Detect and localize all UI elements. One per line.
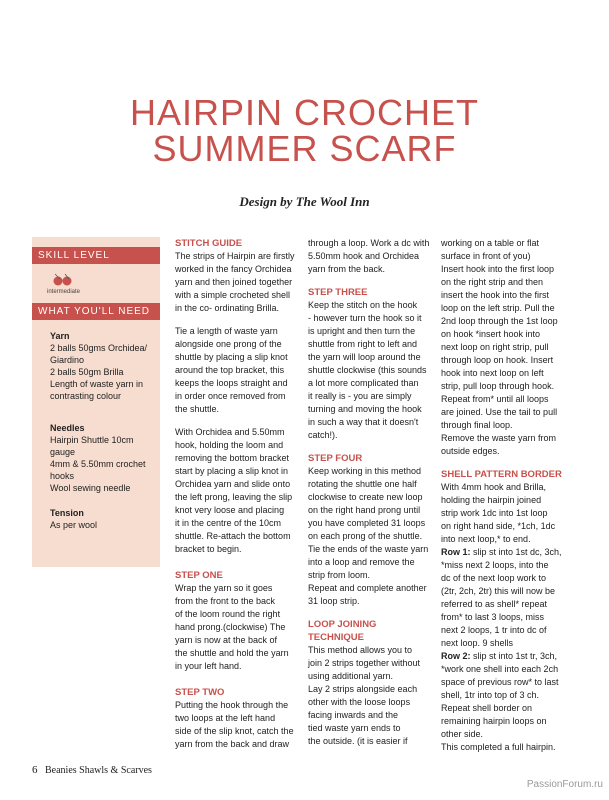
column-2 <box>308 237 434 748</box>
title-line-2: SUMMER SCARF <box>152 128 457 169</box>
needles-heading: Needles <box>50 423 85 433</box>
tension-text: As per wool <box>50 520 98 530</box>
step-two-text: Putting the hook through the two loops at the left hand side of the slip knot, catch the yarn from the back and draw <box>175 700 294 749</box>
column-1 <box>175 237 303 751</box>
step-one-text: Wrap the yarn so it goes from the front to the back of the loom round the right hand prong.(clockwise) The yarn is now at the back of the shuttle and hold the yarn in your left hand. <box>175 583 289 671</box>
step-four-heading: STEP FOUR <box>308 453 363 464</box>
row-2-label: Row 2: <box>441 651 471 661</box>
page-footer <box>32 764 152 776</box>
page-number: 6 <box>32 764 38 776</box>
shell-border-text: With 4mm hook and Brilla, holding the hairpin joined strip work 1dc into 1st loop on right hand side, *1ch, 1dc into next loop,* to end. <box>441 482 556 544</box>
step-one-heading: STEP ONE <box>175 570 223 581</box>
watermark: PassionForum.ru <box>526 779 603 790</box>
magazine-name: Beanies Shawls & Scarves <box>45 765 152 776</box>
tension-heading: Tension <box>50 508 84 518</box>
title-line-1: HAIRPIN CROCHET <box>129 92 480 133</box>
row-2-instruction <box>441 650 571 754</box>
article-title <box>0 92 609 169</box>
byline: Design by The Wool Inn <box>239 194 370 209</box>
step-two-heading: STEP TWO <box>175 687 225 698</box>
needles-section <box>50 422 158 494</box>
stitch-guide-paragraph-1: The strips of Hairpin are firstly worked in the fancy Orchidea yarn and then joined together with a simple crocheted shell in the co- ordinating Brilla. <box>175 251 295 313</box>
step-three-heading: STEP THREE <box>308 287 368 298</box>
column-3 <box>441 237 571 754</box>
step-two-continued: through a loop. Work a dc with 5.50mm hook and Orchidea yarn from the back. <box>308 238 430 274</box>
row-1-label: Row 1: <box>441 547 471 557</box>
tension-section <box>50 507 158 531</box>
materials-sidebar <box>32 237 160 567</box>
stitch-guide-paragraph-3: With Orchidea and 5.50mm hook, holding the loom and removing the bottom bracket start by placing a slip knot in Orchidea yarn and slide onto the left prong, leaving the slip knot very loose and placing it in the centre of the 10cm shuttle. Re-attach the bottom bracket to begin. <box>175 427 293 554</box>
stitch-guide-heading: STITCH GUIDE <box>175 238 243 249</box>
skill-level-caption: intermediate <box>47 289 81 295</box>
what-you-need-bar: WHAT YOU'LL NEED <box>32 303 160 320</box>
skill-level-bar: SKILL LEVEL <box>32 247 160 264</box>
stitch-guide-paragraph-2: Tie a length of waste yarn alongside one prong of the shuttle by placing a slip knot around the top bracket, this keeps the loops straight and in order once removed from the shuttle. <box>175 326 288 414</box>
yarn-heading: Yarn <box>50 331 70 341</box>
needles-text: Hairpin Shuttle 10cm gauge 4mm & 5.50mm crochet hooks Wool sewing needle <box>50 435 146 493</box>
row-1-instruction <box>441 546 571 650</box>
step-three-text: Keep the stitch on the hook - however turn the hook so it is upright and then turn the shuttle from right to left and the yarn will loop around the shuttle clockwise (this sounds a lot more complicated than it really is - you are simply turning and moving the hook in such a way that it doesn't catch!). <box>308 300 427 440</box>
loop-joining-continued: working on a table or flat surface in front of you) Insert hook into the first loop on the right strip and then insert the hook into the first loop on the left strip. Pull the 2nd loop through the 1st loop on hook *insert hook into next loop on right strip, pull through loop on hook. Insert hook into next loop on left strip, pull loop through hook. Repeat from* until all loops are joined. Use the tail to pull through final loop. Remove the waste yarn from outside edges. <box>441 238 558 456</box>
row-1-text: slip st into 1st dc, 3ch, *miss next 2 loops, into the dc of the next loop work to (2tr, 2ch, 2tr) this will now be referred to as shell* repeat from* to last 3 loops, miss next 2 loops, 1 tr into dc of next loop. 9 shells <box>441 547 562 648</box>
loop-joining-text: This method allows you to join 2 strips together without using additional yarn. Lay 2 strips alongside each other with the loose loops facing inwards and the tied waste yarn ends to the outside. (it is easier if <box>308 645 421 746</box>
yarn-text: 2 balls 50gms Orchidea/ Giardino 2 balls 50gm Brilla Length of waste yarn in contrasting colour <box>50 343 148 401</box>
shell-border-heading: SHELL PATTERN BORDER <box>441 469 562 480</box>
loop-joining-heading: LOOP JOINING TECHNIQUE <box>308 619 377 643</box>
step-four-text: Keep working in this method rotating the shuttle one half clockwise to create new loop on the right hand prong until you have completed 31 loops on each prong of the shuttle. Tie the ends of the waste yarn into a loop and remove the strip from loom. Repeat and complete another 31 loop strip. <box>308 466 429 606</box>
row-2-text: slip st into 1st tr, 3ch, *work one shell into each 2ch space of previous row* to last shell, 1tr into top of 3 ch. Repeat shell border on remaining hairpin loops on other side. This completed a full hairpin. <box>441 651 559 752</box>
yarn-section <box>50 330 158 402</box>
